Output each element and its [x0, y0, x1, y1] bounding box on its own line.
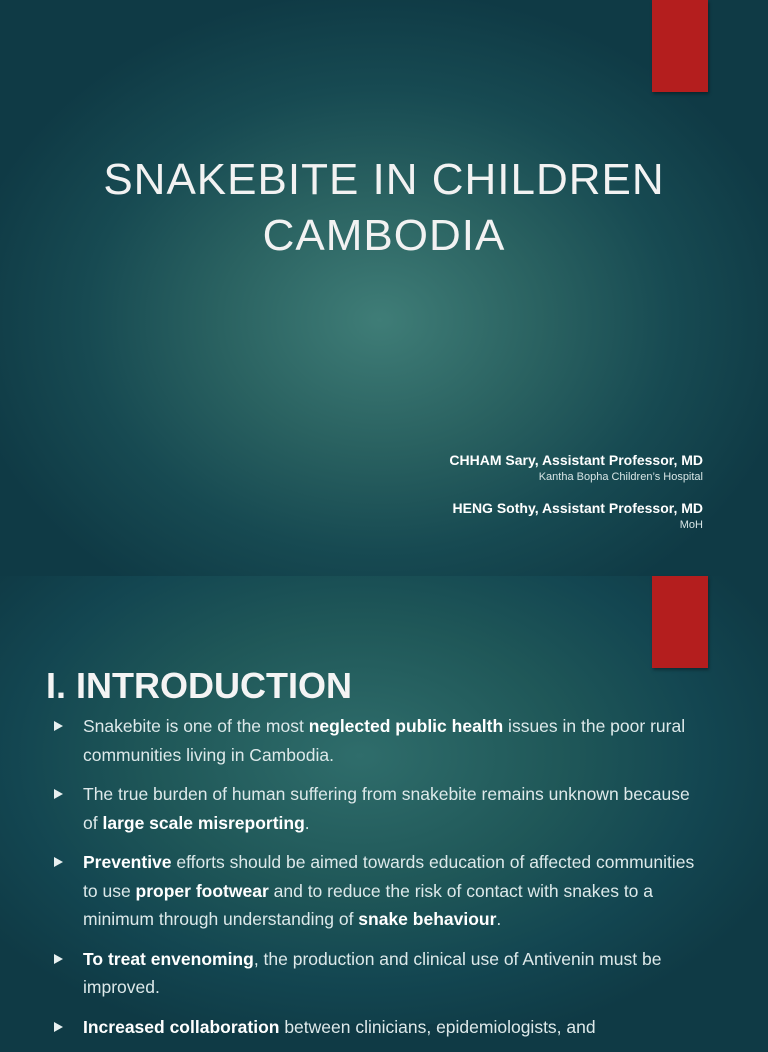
bullet-text: , the production and clinical use of Antivenin must be improved. — [83, 948, 662, 997]
triangle-right-icon — [54, 954, 63, 964]
bullet-text: and to reduce the risk of contact with snakes to a minimum through understanding of — [83, 880, 654, 929]
author-1 — [449, 450, 703, 484]
title-line-1: SNAKEBITE IN CHILDREN — [103, 155, 665, 204]
author-affiliation: MoH — [679, 519, 703, 531]
bullet-item — [50, 848, 706, 934]
accent-bar — [652, 576, 708, 668]
bullet-emphasis: Increased collaboration — [83, 1016, 280, 1037]
slide-title — [40, 152, 728, 264]
author-name: HENG Sothy, Assistant Professor, MD — [452, 500, 703, 516]
bullet-list — [50, 712, 706, 1052]
bullet-item — [50, 712, 706, 769]
section-heading: I. INTRODUCTION — [46, 665, 352, 706]
authors — [449, 450, 703, 546]
bullet-text: issues in the poor rural communities living in Cambodia. — [83, 716, 686, 765]
author-2 — [449, 498, 703, 532]
bullet-emphasis: proper footwear — [135, 880, 269, 901]
bullet-item — [50, 1013, 706, 1042]
bullet-item — [50, 945, 706, 1002]
author-name: CHHAM Sary, Assistant Professor, MD — [449, 452, 703, 468]
triangle-right-icon — [54, 1022, 63, 1032]
bullet-emphasis: large scale misreporting — [102, 812, 305, 833]
triangle-right-icon — [54, 721, 63, 731]
bullet-text: efforts should be aimed towards education of affected communities to use — [83, 852, 695, 901]
bullet-text: . — [304, 812, 310, 833]
triangle-right-icon — [54, 789, 63, 799]
triangle-right-icon — [54, 857, 63, 867]
bullet-emphasis: snake behaviour — [358, 909, 497, 929]
bullet-emphasis: Preventive — [83, 852, 172, 872]
bullet-text: The true burden of human suffering from snakebite remains unknown because of — [83, 784, 690, 833]
bullet-text: Snakebite is one of the most — [83, 716, 309, 736]
bullet-item — [50, 780, 706, 837]
title-line-2: CAMBODIA — [262, 211, 506, 260]
introduction-slide — [0, 576, 768, 1037]
bullet-text: . — [496, 909, 502, 929]
bullet-emphasis: neglected public health — [308, 716, 504, 736]
author-affiliation: Kantha Bopha Children’s Hospital — [538, 471, 703, 483]
accent-bar — [652, 0, 708, 92]
bullet-text: between clinicians, epidemiologists, and — [279, 1016, 596, 1037]
bullet-emphasis: To treat envenoming — [83, 948, 254, 969]
